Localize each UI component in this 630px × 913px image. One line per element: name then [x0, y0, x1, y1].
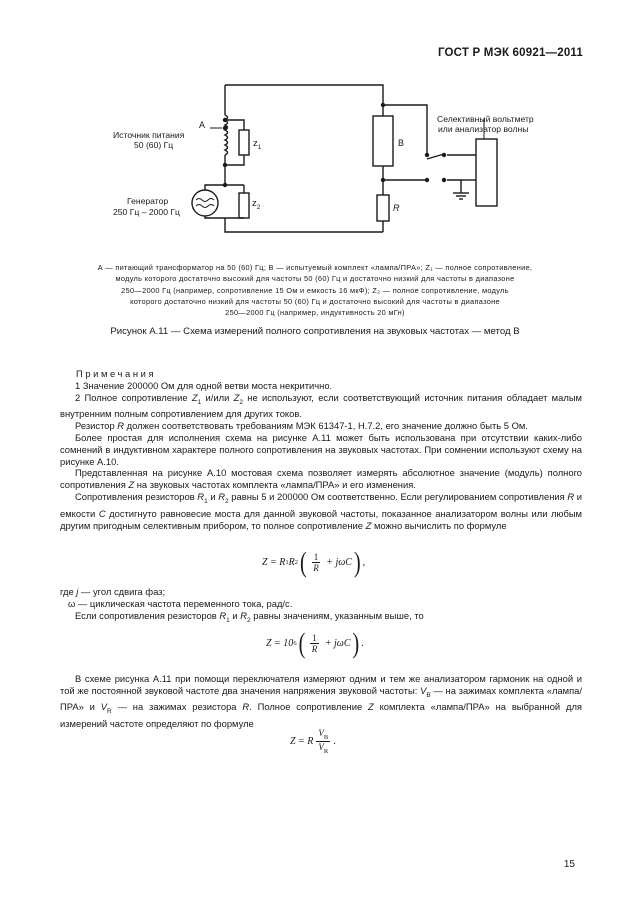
where-resistors: Если сопротивления резисторов $R_1$ и $R_2$ равны значениям, указанным выше, то: [75, 609, 424, 624]
paragraph-bridge: Представленная на рисунке А.10 мостовая схема позволяет измерять абсолютное значение (модуль) полного сопротивления Z на звуковых частотах комплекта «лампа/ПРА» и его изменения.: [60, 467, 582, 491]
source-label-line1: Источник питания: [113, 130, 185, 140]
label-z2: $z_2$: [252, 198, 261, 211]
z1-element: [239, 130, 249, 155]
wire-bottom: [225, 218, 383, 232]
page-number: 15: [563, 859, 575, 870]
generator-label-line2: 250 Гц – 2000 Гц: [113, 207, 180, 217]
circuit-diagram: [0, 0, 630, 260]
figure-legend: А — питающий трансформатор на 50 (60) Гц; В — испытуемый комплект «лампа/ПРА»; Z₁ — полное сопротивление, модуль которого достаточно высокий для частоты 50 (60) Гц и достаточно низкий для частоты в диапазоне 250—2000 Гц (например, сопротивление 15 Ом и емкость 16 мкФ); Z₂ — полное сопротивление, модуль которого достаточно низкий для частоты 50 (60) Гц и достаточно высокий для частоты в диапазоне 250—2000 Гц (например, индуктивность 20 мГн): [97, 263, 533, 318]
r-element: [377, 195, 389, 221]
label-r: R: [393, 203, 400, 213]
note-1: 1 Значение 200000 Ом для одной ветви моста некритично.: [75, 380, 333, 391]
paragraph-switch-measurement: В схеме рисунка А.11 при помощи переключателя измеряют одним и тем же анализатором гармоник на одной и той же постоянной звуковой частоте два значения напряжения звуковой частоты: $V_B$ — на зажимах комплекта «лампа/ПРА» и $V_R$ — на зажимах резистора R. Полное сопротивление Z комплекта «лампа/ПРА» на выбранной для измерений частоте определяют по формуле: [60, 673, 583, 730]
meter-label-line2: или анализатор волны: [438, 124, 529, 134]
figure-caption: Рисунок А.11 — Схема измерений полного сопротивления на звуковых частотах — метод В: [110, 326, 520, 337]
where-section: [60, 586, 582, 626]
selector-switch: [427, 154, 444, 159]
formula-impedance-numeric: Z = 10 6 ( $\frac{1}{R}$ + jωC ) .: [266, 628, 364, 659]
paragraph-simpler-scheme: Более простая для исполнения схема на рисунке А.11 может быть использована при отсутствии каких-либо сомнений в индуктивном характере полного сопротивления на звуковых частотах. При сомнении используют схему на рисунке А.10.: [60, 432, 582, 467]
note-2: 2 Полное сопротивление $Z_1$ и/или $Z_2$ не используют, если соответствующий источник питания обладает малым внутренним полным сопротивлением для других токов.: [60, 391, 583, 420]
paragraph-resistor: Резистор R должен соответствовать требованиям МЭК 61347-1, Н.7.2, его значение должно быть 5 Ом.: [75, 420, 528, 432]
where-phase: где j — угол сдвига фаз;: [60, 586, 166, 597]
meter-box: [476, 139, 497, 206]
generator-label-line1: Генератор: [127, 196, 169, 206]
where-omega: ω — циклическая частота переменного тока, рад/с.: [68, 597, 293, 609]
b-element: [373, 116, 393, 166]
z2-element: [239, 193, 249, 218]
paragraph-resistances: Сопротивления резисторов $R_1$ и $R_2$ равны 5 и 200000 Ом соответственно. Если регулированием сопротивления R и емкости C достигнуто равновесие моста для данной звуковой частоты, показанное анализатором волны или любым другим пригодным селективным прибором, то полное сопротивление Z можно вычислить по формуле: [60, 491, 583, 531]
source-label-line2: 50 (60) Гц: [134, 140, 174, 150]
label-z1: $z_1$: [253, 138, 262, 151]
notes-section: [60, 380, 582, 531]
wire-top: [225, 85, 383, 116]
generator-wave-icon: [196, 199, 214, 208]
label-b: B: [398, 138, 405, 148]
document-header: ГОСТ Р МЭК 60921—2011: [437, 47, 583, 59]
meter-label-line1: Селективный вольтметр: [437, 114, 534, 124]
label-a: А: [199, 120, 206, 130]
formula-voltage-ratio: Z = R $\frac{V_B}{V_R}$ .: [290, 728, 336, 755]
formula-impedance: Z = R 1 R 2 ( $\frac{1}{R}$ + jωC ) ,: [262, 547, 366, 578]
generator-symbol: [192, 190, 218, 216]
measurement-section: [60, 673, 582, 730]
notes-title: Примечания: [76, 368, 157, 379]
